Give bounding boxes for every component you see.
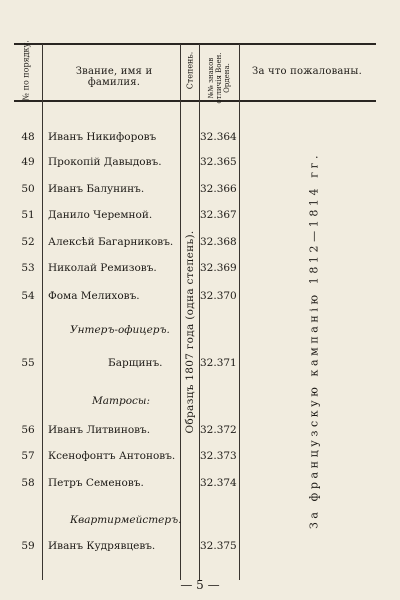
- row-number: 59: [21, 540, 35, 552]
- column-line-4: [239, 44, 240, 580]
- subheading-unteroficer: Унтеръ-офицеръ.: [70, 324, 170, 336]
- header-rule: [14, 100, 376, 102]
- column-line-1: [42, 44, 43, 580]
- row-order-number: 32.375: [200, 540, 237, 552]
- row-name: Прокопій Давыдовъ.: [48, 156, 162, 168]
- row-name: Иванъ Никифоровъ: [48, 131, 157, 143]
- column-line-2: [180, 44, 181, 580]
- subheading-kvartirmeister: Квартирмейстеръ.: [70, 514, 182, 526]
- row-order-number: 32.371: [200, 357, 237, 369]
- row-name: Иванъ Литвиновъ.: [48, 424, 151, 436]
- row-number: 55: [21, 357, 35, 369]
- page-number: — 5 —: [180, 578, 220, 592]
- row-number: 57: [21, 450, 35, 462]
- row-number: 49: [21, 156, 35, 168]
- row-order-number: 32.367: [200, 209, 237, 221]
- column-line-3: [199, 44, 200, 580]
- row-order-number: 32.374: [200, 477, 237, 489]
- row-order-number: 32.373: [200, 450, 237, 462]
- row-order-number: 32.364: [200, 131, 237, 143]
- row-order-number: 32.366: [200, 183, 237, 195]
- header-order: №№ знаков отличія Воен. Ордена.: [207, 52, 231, 104]
- row-name: Иванъ Балунинъ.: [48, 183, 145, 195]
- top-rule: [14, 43, 376, 45]
- row-order-number: 32.372: [200, 424, 237, 436]
- row-order-number: 32.369: [200, 262, 237, 274]
- row-order-number: 32.368: [200, 236, 237, 248]
- header-degree: Степень.: [185, 51, 195, 90]
- row-number: 51: [21, 209, 35, 221]
- row-number: 56: [21, 424, 35, 436]
- row-name: Алексѣй Багарниковъ.: [48, 236, 174, 248]
- row-name: Иванъ Кудрявцевъ.: [48, 540, 156, 552]
- row-number: 53: [21, 262, 35, 274]
- row-order-number: 32.370: [200, 290, 237, 302]
- row-number: 50: [21, 183, 35, 195]
- row-number: 48: [21, 131, 35, 143]
- row-number: 52: [21, 236, 35, 248]
- degree-vertical-text: Образцъ 1807 года (одна степень).: [184, 230, 196, 434]
- row-name: Данило Черемной.: [48, 209, 153, 221]
- reason-vertical-text: За французскую кампанію 1812—1814 гг.: [307, 151, 321, 530]
- row-name: Фома Мелиховъ.: [48, 290, 140, 302]
- row-number: 54: [21, 290, 35, 302]
- subheading-matrosy: Матросы:: [92, 395, 150, 407]
- header-number: № по порядку.: [21, 40, 31, 101]
- row-name: Николай Ремизовъ.: [48, 262, 157, 274]
- row-number: 58: [21, 477, 35, 489]
- row-name: Петръ Семеновъ.: [48, 477, 144, 489]
- row-name: Ксенофонтъ Антоновъ.: [48, 450, 176, 462]
- header-reason: За что пожалованы.: [252, 66, 362, 77]
- row-name: Барщинъ.: [108, 357, 163, 369]
- header-name: Звание, имя и фамилия.: [75, 66, 153, 88]
- row-order-number: 32.365: [200, 156, 237, 168]
